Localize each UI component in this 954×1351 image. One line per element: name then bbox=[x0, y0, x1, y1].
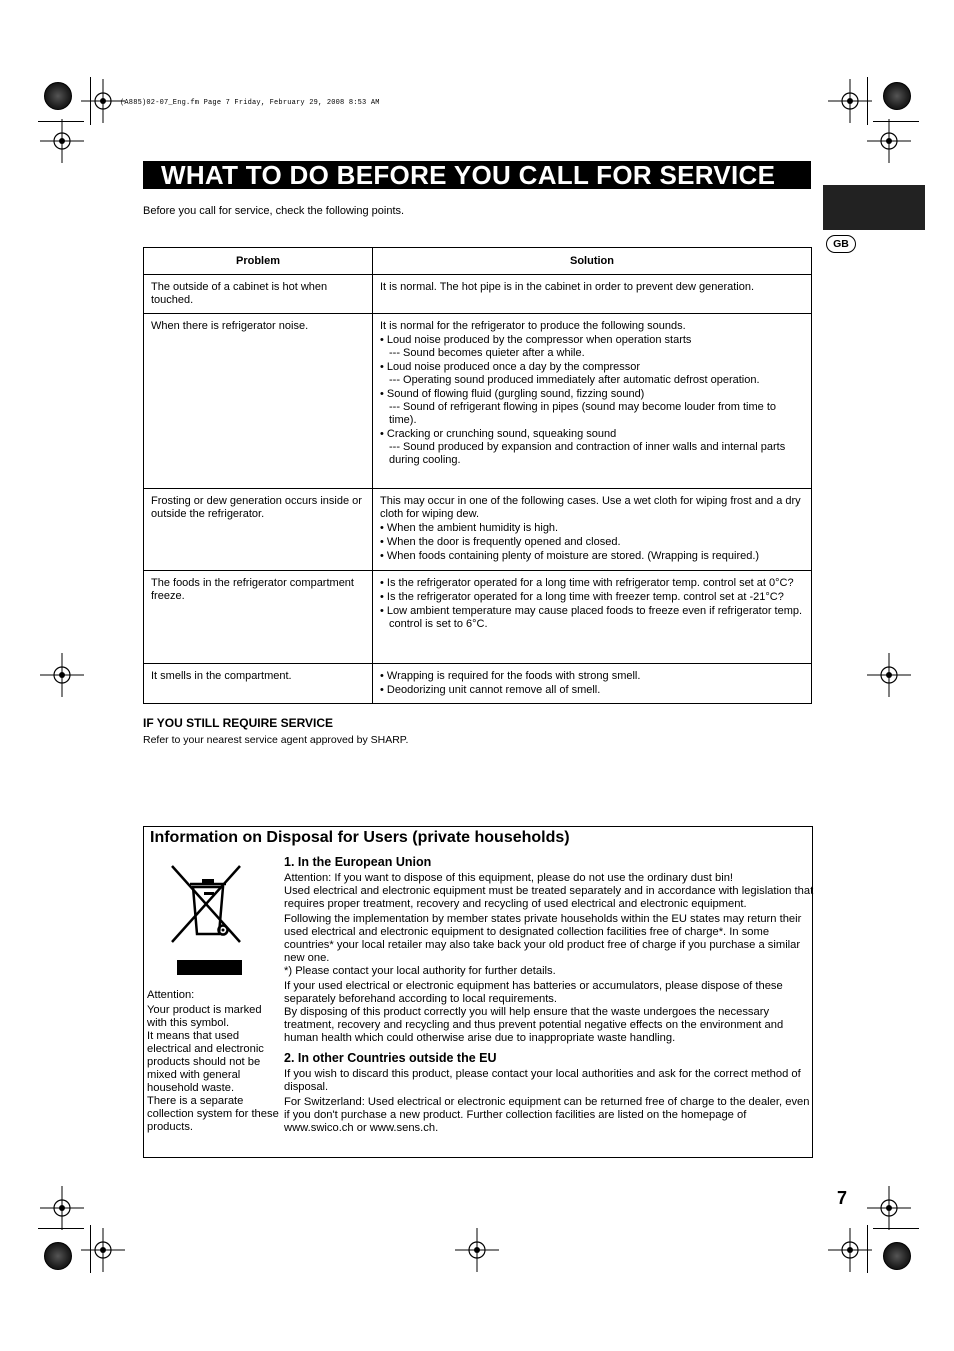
solution-bullet: • Loud noise produced by the compressor when operation starts bbox=[380, 334, 692, 346]
file-header-line: (A885)02-07_Eng.fm Page 7 Friday, February 29, 2008 8:53 AM bbox=[120, 99, 380, 107]
registration-mark-icon bbox=[867, 119, 911, 163]
problem-cell: The foods in the refrigerator compartment freeze. bbox=[144, 571, 373, 664]
table-row bbox=[144, 571, 812, 664]
problem-cell: The outside of a cabinet is hot when touched. bbox=[144, 275, 373, 314]
attention-note bbox=[147, 989, 279, 1134]
problem-cell: When there is refrigerator noise. bbox=[144, 314, 373, 489]
solution-detail: --- Sound becomes quieter after a while. bbox=[389, 347, 585, 359]
solution-cell bbox=[373, 571, 812, 664]
registration-mark-icon bbox=[867, 1186, 911, 1230]
disposal-title: Information on Disposal for Users (private households) bbox=[150, 829, 570, 846]
solution-detail: --- Sound produced by expansion and contraction of inner walls and internal parts during cooling. bbox=[389, 441, 786, 466]
solution-bullet: • Is the refrigerator operated for a long time with freezer temp. control set at -21°C? bbox=[380, 591, 784, 603]
solution-bullet: • Low ambient temperature may cause placed foods to freeze even if refrigerator temp. control is set to 6°C. bbox=[380, 605, 803, 630]
crop-mark bbox=[38, 1228, 84, 1229]
solution-lead: It is normal for the refrigerator to produce the following sounds. bbox=[380, 320, 686, 332]
table-row bbox=[144, 489, 812, 571]
solution-detail: --- Operating sound produced immediately after automatic defrost operation. bbox=[389, 374, 760, 386]
solution-bullet: • Is the refrigerator operated for a long time with refrigerator temp. control set at 0°C? bbox=[380, 577, 794, 589]
page-number: 7 bbox=[837, 1188, 848, 1208]
eu-paragraph: By disposing of this product correctly you will help ensure that the waste undergoes the necessary treatment, recovery and recycling and thus prevent potential negative effects on the environment and human health which could otherwise arise due to inappropriate waste handling. bbox=[284, 1006, 784, 1044]
print-disc-mark bbox=[44, 82, 72, 110]
other-paragraph: For Switzerland: Used electrical or electronic equipment can be returned free of charge to the dealer, even if you don't purchase a new product. Further collection facilities are listed on the homepage of www.swico.ch or www.sens.ch. bbox=[284, 1096, 810, 1134]
solution-bullet: • Wrapping is required for the foods with strong smell. bbox=[380, 670, 641, 682]
solution-lead: This may occur in one of the following cases. Use a wet cloth for wiping frost and a dry cloth for wiping dew. bbox=[380, 495, 801, 520]
table-row bbox=[144, 275, 812, 314]
solution-bullet: • Cracking or crunching sound, squeaking sound bbox=[380, 428, 617, 440]
print-disc-mark bbox=[883, 1242, 911, 1270]
attention-line: It means that used electrical and electronic products should not be mixed with general household waste. bbox=[147, 1030, 264, 1094]
solution-cell bbox=[373, 314, 812, 489]
table-row bbox=[144, 664, 812, 704]
crop-mark bbox=[873, 1228, 919, 1229]
solution-bullet: • When the ambient humidity is high. bbox=[380, 522, 559, 534]
other-paragraph: If you wish to discard this product, please contact your local authorities and ask for the correct method of disposal. bbox=[284, 1068, 801, 1093]
registration-mark-icon bbox=[455, 1228, 499, 1272]
page-title-bar bbox=[143, 161, 811, 189]
solution-detail: --- Sound of refrigerant flowing in pipes (sound may become louder from time to time). bbox=[389, 401, 777, 426]
solution-bullet: • Deodorizing unit cannot remove all of smell. bbox=[380, 684, 601, 696]
registration-mark-icon bbox=[81, 79, 125, 123]
registration-mark-icon bbox=[867, 653, 911, 697]
side-tab-block bbox=[823, 185, 925, 230]
crop-mark bbox=[90, 1225, 91, 1273]
header-solution: Solution bbox=[373, 248, 812, 275]
crop-mark bbox=[867, 1225, 868, 1273]
crop-mark bbox=[867, 77, 868, 125]
crop-mark bbox=[38, 121, 84, 122]
registration-mark-icon bbox=[81, 1228, 125, 1272]
crossed-out-bin-icon bbox=[168, 862, 248, 948]
crop-mark bbox=[90, 77, 91, 125]
page-title: WHAT TO DO BEFORE YOU CALL FOR SERVICE bbox=[161, 160, 776, 190]
other-heading: 2. In other Countries outside the EU bbox=[284, 1051, 497, 1065]
registration-mark-icon bbox=[40, 119, 84, 163]
still-service-text: Refer to your nearest service agent approved by SHARP. bbox=[143, 734, 409, 746]
registration-mark-icon bbox=[40, 1186, 84, 1230]
solution-lead: It is normal. The hot pipe is in the cabinet in order to prevent dew generation. bbox=[380, 281, 755, 293]
eu-paragraph: Attention: If you want to dispose of this equipment, please do not use the ordinary dust bin! bbox=[284, 872, 734, 884]
still-service-heading: IF YOU STILL REQUIRE SERVICE bbox=[143, 716, 334, 730]
solution-bullet: • When foods containing plenty of moisture are stored. (Wrapping is required.) bbox=[380, 550, 760, 562]
disposal-body bbox=[284, 854, 814, 1135]
print-disc-mark bbox=[44, 1242, 72, 1270]
symbol-date-bar bbox=[177, 960, 242, 975]
attention-line: There is a separate collection system for these products. bbox=[147, 1095, 279, 1133]
solution-bullet: • Sound of flowing fluid (gurgling sound, fizzing sound) bbox=[380, 388, 645, 400]
eu-paragraph: *) Please contact your local authority for further details. bbox=[284, 965, 556, 977]
registration-mark-icon bbox=[828, 79, 872, 123]
solution-cell bbox=[373, 275, 812, 314]
eu-heading: 1. In the European Union bbox=[284, 855, 432, 869]
eu-paragraph: Following the implementation by member states private households within the EU states may return their used electrical and electronic equipment to designated collection facilities free of charge*. In some countries* your local retailer may also take back your old product free of charge if you purchase a similar new one. bbox=[284, 913, 802, 964]
solution-cell bbox=[373, 664, 812, 704]
attention-label: Attention: bbox=[147, 989, 195, 1001]
eu-paragraph: Used electrical and electronic equipment must be treated separately and in accordance with legislation that requires proper treatment, recovery and recycling of used electrical and electronic equipment. bbox=[284, 885, 814, 910]
problem-cell: It smells in the compartment. bbox=[144, 664, 373, 704]
eu-paragraph: If your used electrical or electronic equipment has batteries or accumulators, please dispose of these separately beforehand according to local requirements. bbox=[284, 980, 783, 1005]
solution-bullet: • Loud noise produced once a day by the compressor bbox=[380, 361, 641, 373]
solution-cell bbox=[373, 489, 812, 571]
problem-cell: Frosting or dew generation occurs inside or outside the refrigerator. bbox=[144, 489, 373, 571]
language-badge: GB bbox=[826, 235, 856, 253]
registration-mark-icon bbox=[828, 1228, 872, 1272]
table-header-row bbox=[144, 248, 812, 275]
print-disc-mark bbox=[883, 82, 911, 110]
solution-bullet: • When the door is frequently opened and closed. bbox=[380, 536, 621, 548]
table-row bbox=[144, 314, 812, 489]
intro-text: Before you call for service, check the following points. bbox=[143, 205, 405, 217]
header-problem: Problem bbox=[144, 248, 373, 275]
crop-mark bbox=[873, 121, 919, 122]
registration-mark-icon bbox=[40, 653, 84, 697]
attention-line: Your product is marked with this symbol. bbox=[147, 1004, 262, 1029]
troubleshooting-table bbox=[143, 247, 812, 704]
